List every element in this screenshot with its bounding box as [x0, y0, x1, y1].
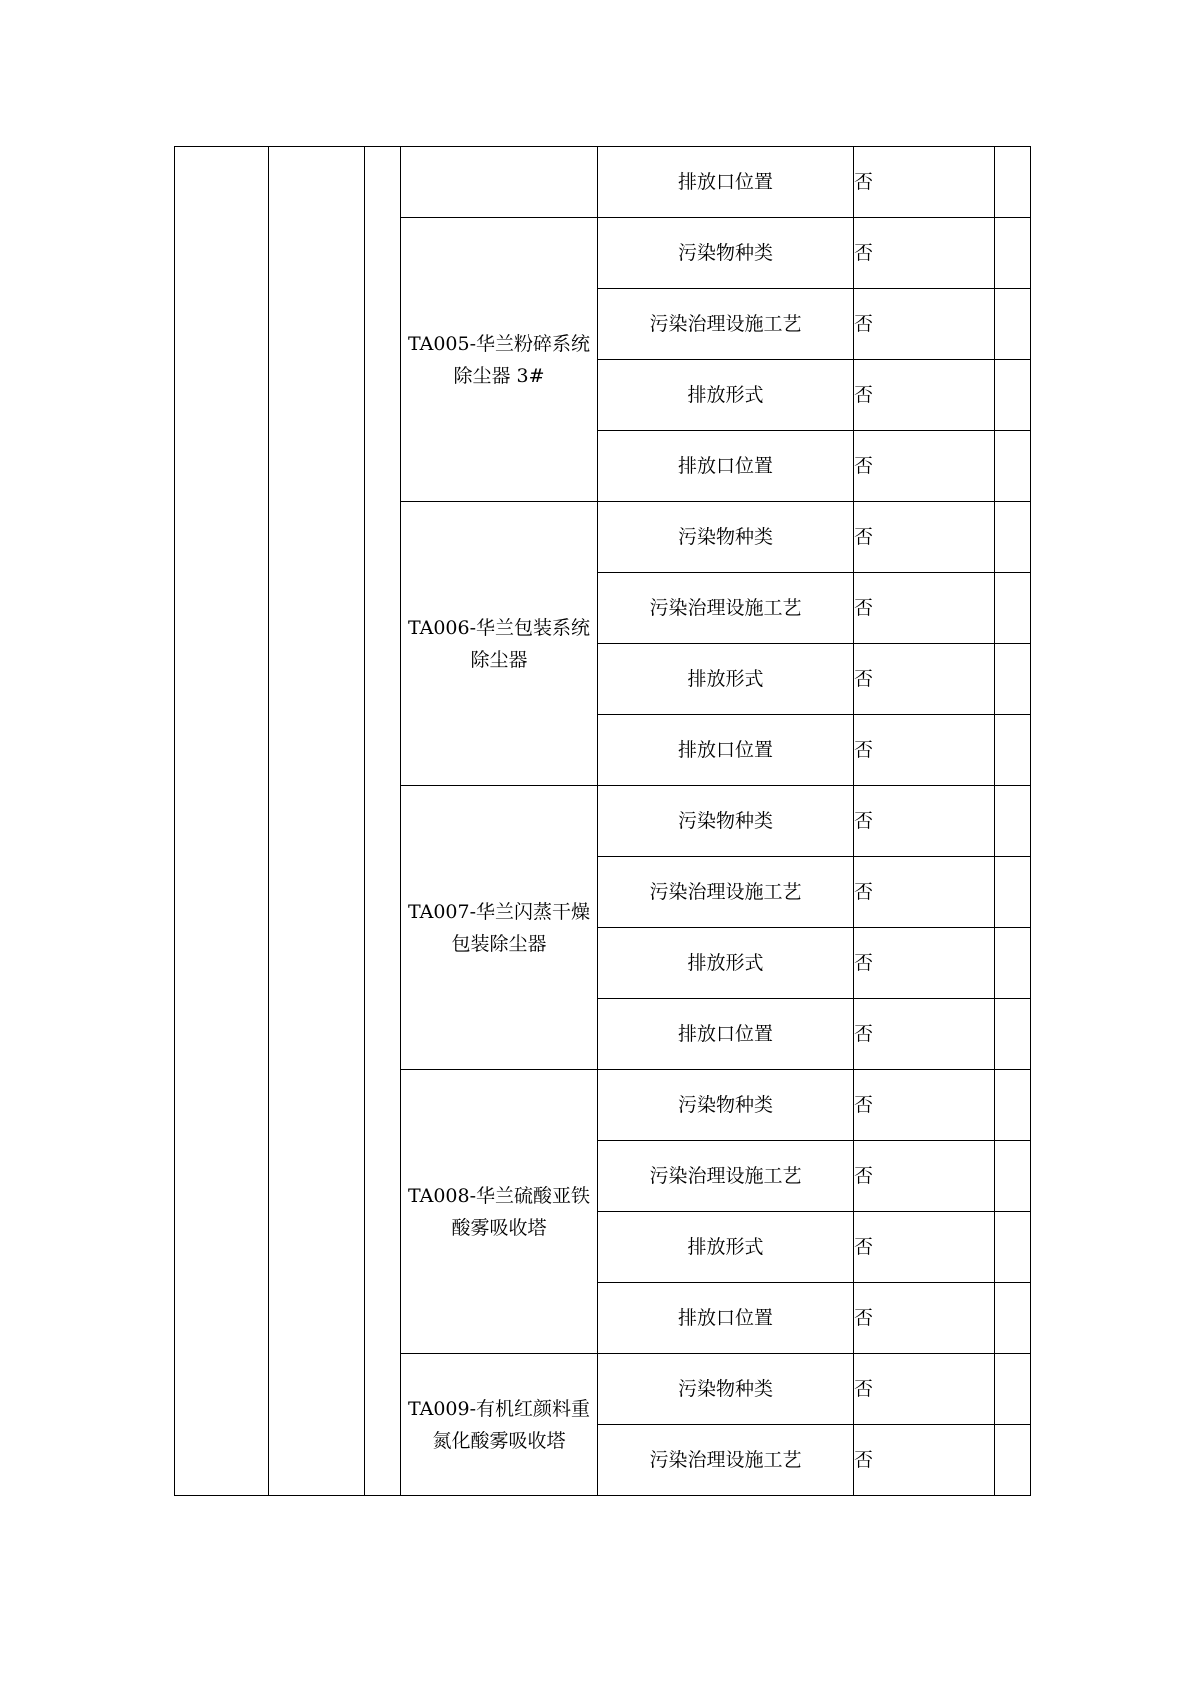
remark-cell: [995, 644, 1031, 715]
remark-cell: [995, 218, 1031, 289]
item-cell: 排放形式: [598, 360, 854, 431]
item-cell: 污染治理设施工艺: [598, 1425, 854, 1496]
remark-cell: [995, 1425, 1031, 1496]
remark-cell: [995, 360, 1031, 431]
value-cell: 否: [854, 928, 995, 999]
item-cell: 污染治理设施工艺: [598, 573, 854, 644]
value-cell: 否: [854, 1141, 995, 1212]
col1-merged-cell: [175, 147, 269, 1496]
item-cell: 污染物种类: [598, 502, 854, 573]
item-cell: 排放口位置: [598, 147, 854, 218]
value-cell: 否: [854, 644, 995, 715]
item-cell: 排放口位置: [598, 1283, 854, 1354]
value-cell: 否: [854, 1070, 995, 1141]
item-cell: 排放形式: [598, 1212, 854, 1283]
value-cell: 否: [854, 857, 995, 928]
value-cell: 否: [854, 289, 995, 360]
inspection-table: [174, 146, 1031, 1496]
remark-cell: [995, 786, 1031, 857]
remark-cell: [995, 147, 1031, 218]
value-cell: 否: [854, 999, 995, 1070]
item-cell: 排放形式: [598, 928, 854, 999]
col3-merged-cell: [365, 147, 401, 1496]
remark-cell: [995, 715, 1031, 786]
outlet-cell: TA008-华兰硫酸亚铁酸雾吸收塔: [401, 1070, 598, 1354]
value-cell: 否: [854, 573, 995, 644]
item-cell: 污染物种类: [598, 218, 854, 289]
outlet-cell: TA006-华兰包装系统除尘器: [401, 502, 598, 786]
value-cell: 否: [854, 431, 995, 502]
item-cell: 污染治理设施工艺: [598, 857, 854, 928]
item-cell: 污染治理设施工艺: [598, 1141, 854, 1212]
item-cell: 污染治理设施工艺: [598, 289, 854, 360]
value-cell: 否: [854, 1354, 995, 1425]
value-cell: 否: [854, 147, 995, 218]
value-cell: 否: [854, 786, 995, 857]
item-cell: 排放形式: [598, 644, 854, 715]
remark-cell: [995, 857, 1031, 928]
value-cell: 否: [854, 715, 995, 786]
remark-cell: [995, 1283, 1031, 1354]
outlet-cell-continued: [401, 147, 598, 218]
value-cell: 否: [854, 360, 995, 431]
table-row: [175, 147, 1031, 218]
item-cell: 污染物种类: [598, 1354, 854, 1425]
outlet-cell: TA007-华兰闪蒸干燥包装除尘器: [401, 786, 598, 1070]
value-cell: 否: [854, 1425, 995, 1496]
remark-cell: [995, 1212, 1031, 1283]
item-cell: 污染物种类: [598, 786, 854, 857]
item-cell: 排放口位置: [598, 999, 854, 1070]
remark-cell: [995, 1354, 1031, 1425]
remark-cell: [995, 999, 1031, 1070]
remark-cell: [995, 928, 1031, 999]
item-cell: 污染物种类: [598, 1070, 854, 1141]
remark-cell: [995, 502, 1031, 573]
item-cell: 排放口位置: [598, 431, 854, 502]
outlet-cell: TA009-有机红颜料重氮化酸雾吸收塔: [401, 1354, 598, 1496]
value-cell: 否: [854, 218, 995, 289]
item-cell: 排放口位置: [598, 715, 854, 786]
remark-cell: [995, 1141, 1031, 1212]
remark-cell: [995, 1070, 1031, 1141]
remark-cell: [995, 573, 1031, 644]
remark-cell: [995, 431, 1031, 502]
value-cell: 否: [854, 1212, 995, 1283]
value-cell: 否: [854, 1283, 995, 1354]
outlet-cell: TA005-华兰粉碎系统除尘器 3#: [401, 218, 598, 502]
col2-merged-cell: [269, 147, 365, 1496]
value-cell: 否: [854, 502, 995, 573]
remark-cell: [995, 289, 1031, 360]
